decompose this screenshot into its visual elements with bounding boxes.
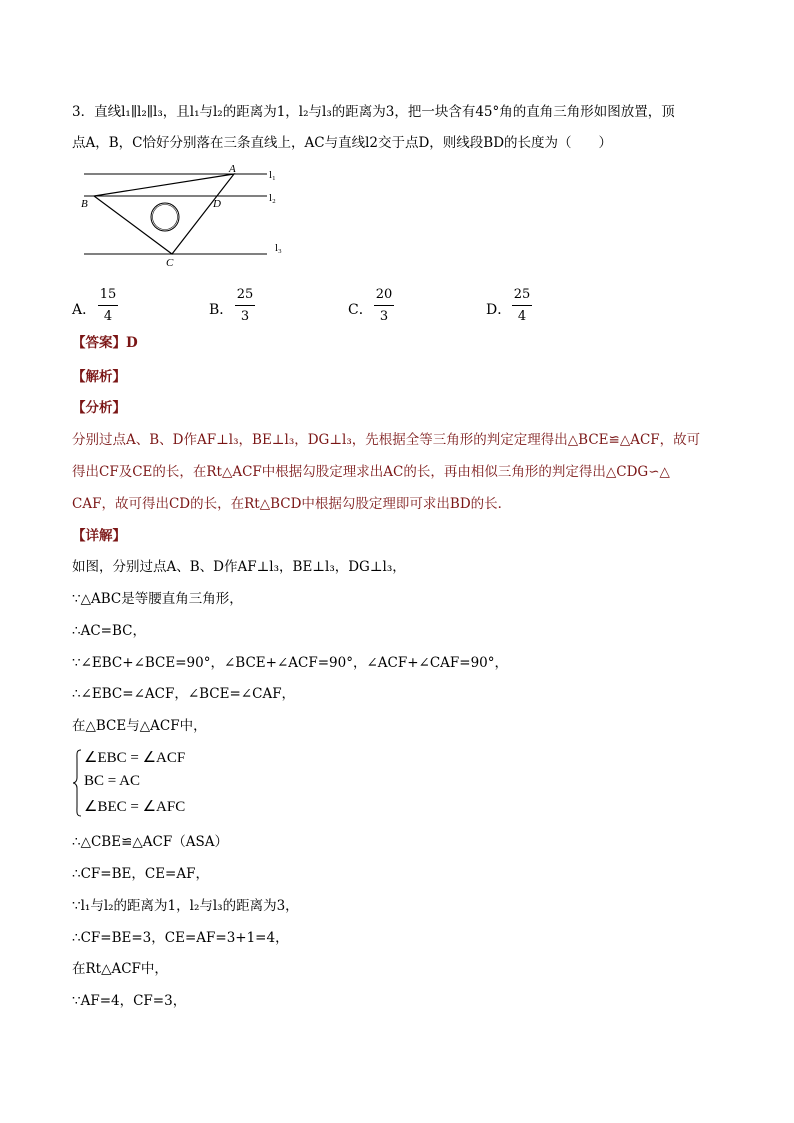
analysis-line-1: 分别过点A、B、D作AF⊥l₃，BE⊥l₃，DG⊥l₃，先根据全等三角形的判定定理得出△BCE≌△ACF，故可 — [72, 432, 701, 448]
option-d-letter: D． — [486, 302, 512, 318]
label-c: C — [166, 257, 174, 268]
option-c-letter: C． — [348, 302, 373, 318]
option-b-fraction-bar — [235, 305, 255, 306]
step-line-4: ∵∠EBC+∠BCE=90°，∠BCE+∠ACF=90°，∠ACF+∠CAF=90°， — [72, 655, 509, 671]
step-line-1: 如图，分别过点A、B、D作AF⊥l₃，BE⊥l₃，DG⊥l₃， — [72, 559, 406, 575]
step2-line-2: ∴CF=BE，CE=AF， — [72, 866, 209, 882]
circle-hole — [151, 203, 179, 231]
step-line-3: ∴AC=BC， — [72, 623, 146, 639]
fenxi-heading: 【分析】 — [72, 400, 126, 416]
answer-value: D — [126, 335, 138, 351]
step-line-2: ∵△ABC是等腰直角三角形， — [72, 591, 243, 607]
option-b-numerator: 25 — [236, 287, 254, 302]
jiexi-heading: 【解析】 — [72, 369, 126, 385]
option-a-denominator: 4 — [103, 309, 113, 324]
step2-line-4: ∴CF=BE=3，CE=AF=3+1=4， — [72, 930, 289, 946]
option-a-fraction-bar — [98, 305, 118, 306]
step-line-5: ∴∠EBC=∠ACF，∠BCE=∠CAF， — [72, 686, 296, 702]
step2-line-6: ∵AF=4，CF=3， — [72, 993, 187, 1009]
label-l2: l₂ — [269, 192, 276, 204]
option-c-denominator: 3 — [379, 309, 389, 324]
option-b-fraction — [235, 286, 255, 326]
option-c-numerator: 20 — [375, 287, 393, 302]
label-a: A — [229, 163, 236, 175]
option-c-fraction-bar — [374, 305, 394, 306]
geometry-figure — [72, 158, 287, 268]
analysis-line-3: CAF，故可得出CD的长，在Rt△BCD中根据勾股定理即可求出BD的长． — [72, 496, 512, 512]
label-d: D — [213, 198, 221, 210]
option-b-denominator: 3 — [240, 309, 250, 324]
answer-tag: 【答案】 — [72, 335, 126, 351]
step2-line-3: ∵l₁与l₂的距离为1，l₂与l₃的距离为3， — [72, 898, 299, 914]
question-line-2: 点A，B，C恰好分别落在三条直线上，AC与直线l2交于点D，则线段BD的长度为（ ） — [72, 135, 613, 151]
circle-hole-inner — [153, 205, 178, 230]
step2-line-5: 在Rt△ACF中， — [72, 961, 168, 977]
analysis-line-2: 得出CF及CE的长，在Rt△ACF中根据勾股定理求出AC的长，再由相似三角形的判定得出△CDG∽△ — [72, 464, 670, 480]
option-d-fraction — [512, 286, 532, 326]
system-row-3: ∠BEC = ∠AFC — [84, 799, 186, 815]
label-l3: l₃ — [275, 242, 282, 254]
label-l1: l₁ — [269, 169, 276, 181]
option-d-fraction-bar — [512, 305, 532, 306]
option-a-fraction — [98, 286, 118, 326]
answer-line — [72, 334, 138, 352]
triangle-abc — [94, 174, 234, 254]
option-a-letter: A． — [72, 302, 97, 318]
option-d-denominator: 4 — [517, 309, 527, 324]
equation-system — [72, 748, 212, 818]
xiangjie-heading: 【详解】 — [72, 528, 126, 544]
option-b-letter: B． — [209, 302, 234, 318]
left-brace — [72, 748, 82, 818]
system-row-2: BC = AC — [84, 773, 140, 789]
step-line-6: 在△BCE与△ACF中， — [72, 718, 207, 734]
option-d-numerator: 25 — [513, 287, 531, 302]
label-b: B — [81, 198, 88, 210]
step2-line-1: ∴△CBE≌△ACF（ASA） — [72, 834, 228, 850]
question-line-1: 3．直线l₁∥l₂∥l₃，且l₁与l₂的距离为1，l₂与l₃的距离为3，把一块含有45°角的直角三角形如图放置，顶 — [72, 104, 675, 120]
option-a-numerator: 15 — [99, 287, 117, 302]
option-c-fraction — [374, 286, 394, 326]
system-row-1: ∠EBC = ∠ACF — [84, 750, 186, 766]
